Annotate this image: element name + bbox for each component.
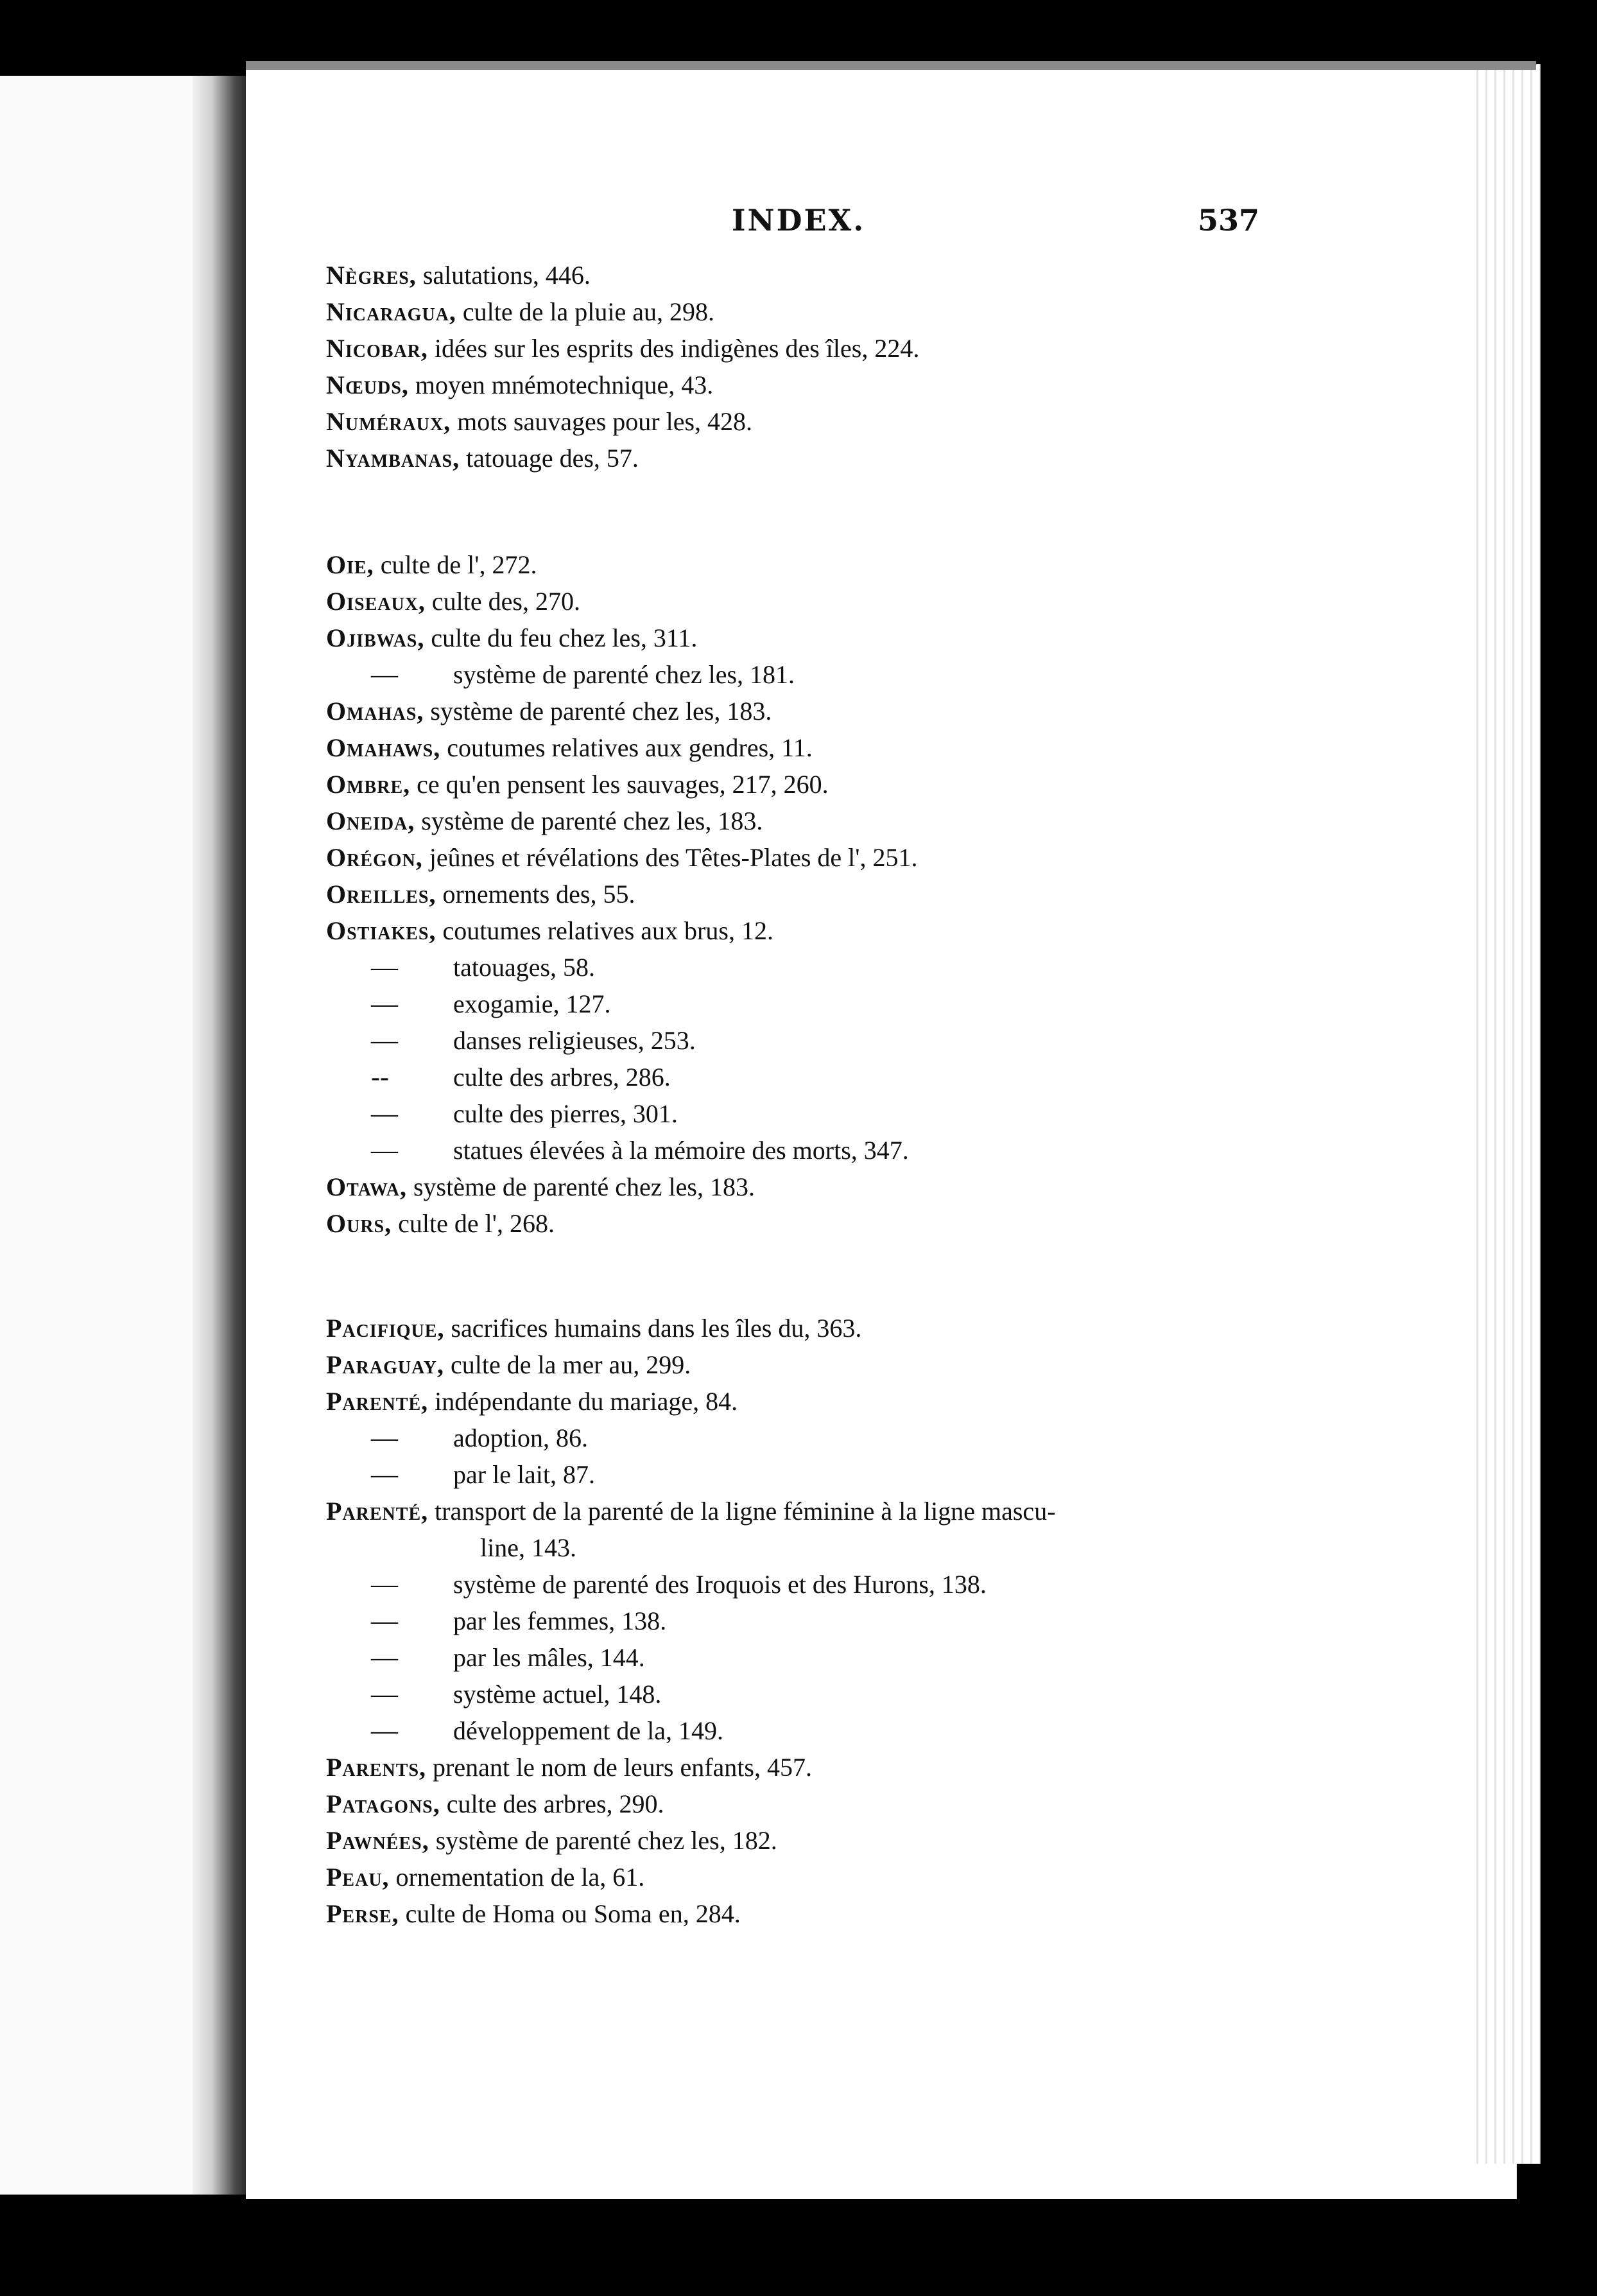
entry-text: idées sur les esprits des indigènes des îles, 224. — [427, 334, 920, 363]
ditto-dash: — — [371, 660, 398, 690]
entry-heading: Nœuds, — [326, 370, 409, 399]
entry-text: culte des, 270. — [425, 587, 580, 616]
entry-heading: Perse, — [326, 1899, 399, 1928]
entry-continuation: line, 143. — [480, 1533, 576, 1562]
entry-heading: Nicobar, — [326, 334, 428, 363]
index-entry — [326, 1386, 738, 1416]
sub-entry: système actuel, 148. — [453, 1680, 662, 1709]
ditto-dash: — — [371, 1099, 398, 1129]
index-entry — [326, 1350, 691, 1380]
index-entry — [326, 1752, 812, 1782]
entry-text: indépendante du mariage, 84. — [428, 1387, 738, 1416]
entry-heading: Parenté, — [326, 1387, 429, 1416]
entry-heading: Pawnées, — [326, 1826, 429, 1855]
entry-heading: Parenté, — [326, 1497, 429, 1526]
index-entry — [326, 769, 829, 799]
index-entry — [326, 406, 752, 437]
index-entry — [326, 916, 773, 946]
sub-entry: système de parenté chez les, 181. — [453, 660, 795, 689]
sub-entry: système de parenté des Iroquois et des Hurons, 138. — [453, 1570, 987, 1599]
index-entry — [326, 1825, 777, 1856]
entry-text: jeûnes et révélations des Têtes-Plates de l', 251. — [422, 843, 918, 872]
entry-heading: Oreilles, — [326, 880, 436, 909]
index-entry — [326, 443, 639, 473]
ditto-dash: — — [371, 1716, 398, 1746]
entry-text: ce qu'en pensent les sauvages, 217, 260. — [410, 770, 829, 799]
entry-text: culte des arbres, 290. — [440, 1789, 664, 1818]
ditto-dash: — — [371, 1026, 398, 1056]
entry-heading: Oiseaux, — [326, 587, 426, 616]
index-entry — [326, 1313, 861, 1343]
entry-text: coutumes relatives aux gendres, 11. — [440, 733, 813, 762]
sub-entry: culte des arbres, 286. — [453, 1063, 671, 1091]
running-head: INDEX. — [732, 203, 866, 238]
ditto-dash: — — [371, 1680, 398, 1709]
index-entry — [326, 696, 772, 726]
entry-heading: Parents, — [326, 1753, 427, 1782]
entry-text: système de parenté chez les, 183. — [406, 1172, 755, 1201]
ditto-dash: — — [371, 1643, 398, 1673]
entry-text: culte de Homa ou Soma en, 284. — [399, 1899, 741, 1928]
entry-heading: Oie, — [326, 550, 374, 579]
index-entry — [326, 370, 713, 400]
entry-heading: Nicaragua, — [326, 297, 456, 326]
entry-heading: Ours, — [326, 1209, 392, 1238]
ditto-dash: — — [371, 1570, 398, 1599]
page-number: 537 — [1198, 203, 1260, 238]
sub-entry: tatouages, 58. — [453, 953, 596, 982]
index-entry — [326, 806, 763, 836]
index-entry — [326, 1899, 741, 1929]
sub-entry: danses religieuses, 253. — [453, 1026, 696, 1055]
index-entry — [326, 586, 580, 616]
entry-text: culte de l', 268. — [392, 1209, 555, 1238]
entry-text: système de parenté chez les, 183. — [415, 806, 763, 835]
entry-text: ornementation de la, 61. — [389, 1863, 645, 1892]
ditto-dash: — — [371, 1423, 398, 1453]
index-entry — [326, 1496, 1056, 1526]
index-entry — [326, 842, 918, 873]
sub-entry: développement de la, 149. — [453, 1716, 723, 1745]
entry-heading: Pacifique, — [326, 1314, 445, 1343]
index-entry — [326, 623, 697, 653]
entry-text: culte de l', 272. — [374, 550, 537, 579]
entry-heading: Nyambanas, — [326, 444, 460, 473]
index-entry — [326, 1862, 644, 1892]
index-entry — [326, 297, 714, 327]
sub-entry: statues élevées à la mémoire des morts, 347. — [453, 1136, 909, 1165]
entry-heading: Omahas, — [326, 697, 424, 726]
sub-entry: adoption, 86. — [453, 1423, 588, 1452]
index-entry — [326, 1172, 755, 1202]
entry-text: système de parenté chez les, 182. — [429, 1826, 777, 1855]
entry-heading: Nègres, — [326, 261, 417, 290]
entry-text: système de parenté chez les, 183. — [424, 697, 772, 726]
index-entry — [326, 333, 919, 363]
entry-text: moyen mnémotechnique, 43. — [408, 370, 714, 399]
entry-heading: Ombre, — [326, 770, 411, 799]
entry-heading: Patagons, — [326, 1789, 440, 1818]
ditto-dash: -- — [371, 1063, 389, 1092]
sub-entry: par le lait, 87. — [453, 1460, 596, 1489]
entry-heading: Peau, — [326, 1863, 390, 1892]
index-entry — [326, 260, 591, 290]
entry-heading: Ostiakes, — [326, 916, 436, 945]
sub-entry: par les mâles, 144. — [453, 1643, 645, 1672]
entry-heading: Numéraux, — [326, 407, 451, 436]
entry-text: transport de la parenté de la ligne féminine à la ligne mascu- — [428, 1497, 1056, 1526]
entry-heading: Omahaws, — [326, 733, 441, 762]
entry-text: coutumes relatives aux brus, 12. — [436, 916, 773, 945]
entry-heading: Oneida, — [326, 806, 415, 835]
entry-text: tatouage des, 57. — [460, 444, 639, 473]
ditto-dash: — — [371, 989, 398, 1019]
sub-entry: par les femmes, 138. — [453, 1606, 667, 1635]
entry-heading: Otawa, — [326, 1172, 407, 1201]
entry-text: culte de la mer au, 299. — [444, 1350, 691, 1379]
entry-text: sacrifices humains dans les îles du, 363. — [444, 1314, 862, 1343]
index-entry — [326, 879, 635, 909]
entry-text: salutations, 446. — [416, 261, 591, 290]
index-entry — [326, 550, 537, 580]
entry-text: prenant le nom de leurs enfants, 457. — [426, 1753, 812, 1782]
entry-text: culte du feu chez les, 311. — [424, 623, 698, 652]
ditto-dash: — — [371, 1136, 398, 1165]
entry-heading: Orégon, — [326, 843, 423, 872]
entry-text: ornements des, 55. — [436, 880, 635, 909]
sub-entry: culte des pierres, 301. — [453, 1099, 678, 1128]
index-entry — [326, 1208, 555, 1239]
entry-text: mots sauvages pour les, 428. — [451, 407, 753, 436]
index-entry — [326, 733, 813, 763]
index-entry — [326, 1789, 664, 1819]
sub-entry: exogamie, 127. — [453, 989, 611, 1018]
ditto-dash: — — [371, 1606, 398, 1636]
ditto-dash: — — [371, 953, 398, 982]
entry-heading: Ojibwas, — [326, 623, 425, 652]
entry-heading: Paraguay, — [326, 1350, 444, 1379]
entry-text: culte de la pluie au, 298. — [456, 297, 714, 326]
ditto-dash: — — [371, 1460, 398, 1490]
